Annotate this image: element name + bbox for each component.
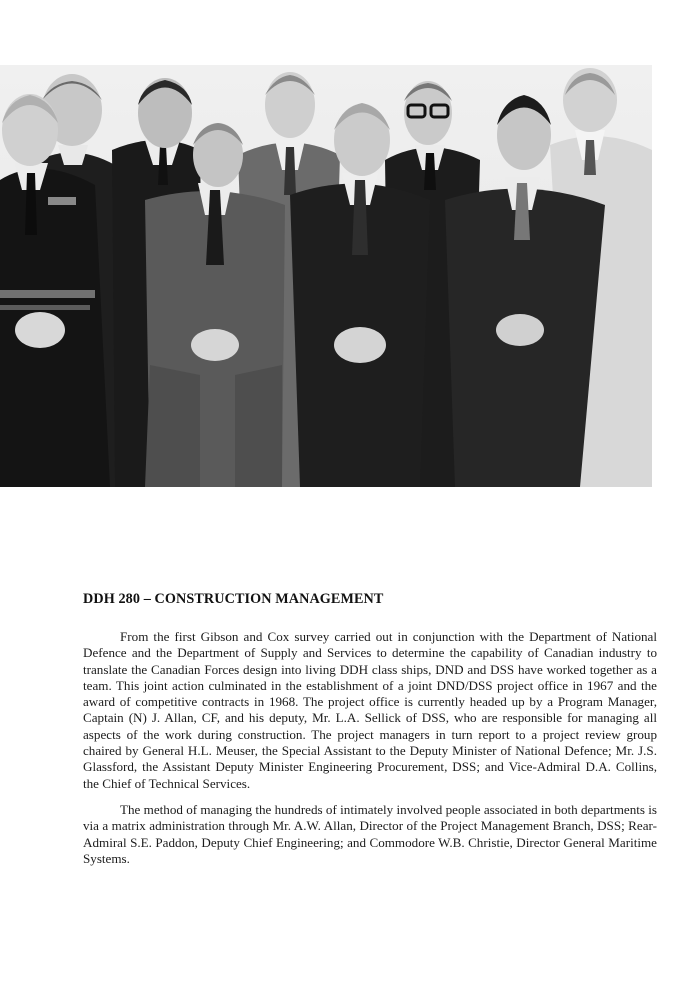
group-photo-illustration: [0, 65, 652, 487]
article-paragraph: From the first Gibson and Cox survey carried out in conjunction with the Department of National Defence and the Department of Supply and Services to determine the capability of Canadian industry to translate the Canadian Forces design into living DDH class ships, DND and DSS have worked together as a team. This joint action culminated in the establishment of a joint DND/DSS project office in 1967 and the award of competitive contracts in 1968. The project office is currently headed up by a Program Manager, Captain (N) J. Allan, CF, and his deputy, Mr. L.A. Sellick of DSS, who are responsible for managing all aspects of the work during construction. The project managers in turn report to a project review group chaired by General H.L. Meuser, the Special Assistant to the Deputy Minister of National Defence; Mr. J.S. Glassford, the Assistant Deputy Minister Engineering Procurement, DSS; and Vice-Admiral D.A. Collins, the Chief of Technical Services.: [83, 629, 657, 791]
article-paragraph: The method of managing the hundreds of intimately involved people associated in both departments is via a matrix administration through Mr. A.W. Allan, Director of the Project Management Branch, DSS; Rear-Admiral S.E. Paddon, Deputy Chief Engineering; and Commodore W.B. Christie, Director General Maritime Systems.: [83, 801, 657, 866]
group-photograph: [0, 65, 652, 487]
article-heading: DDH 280 – CONSTRUCTION MANAGEMENT: [83, 591, 384, 607]
article-body: [83, 629, 657, 877]
